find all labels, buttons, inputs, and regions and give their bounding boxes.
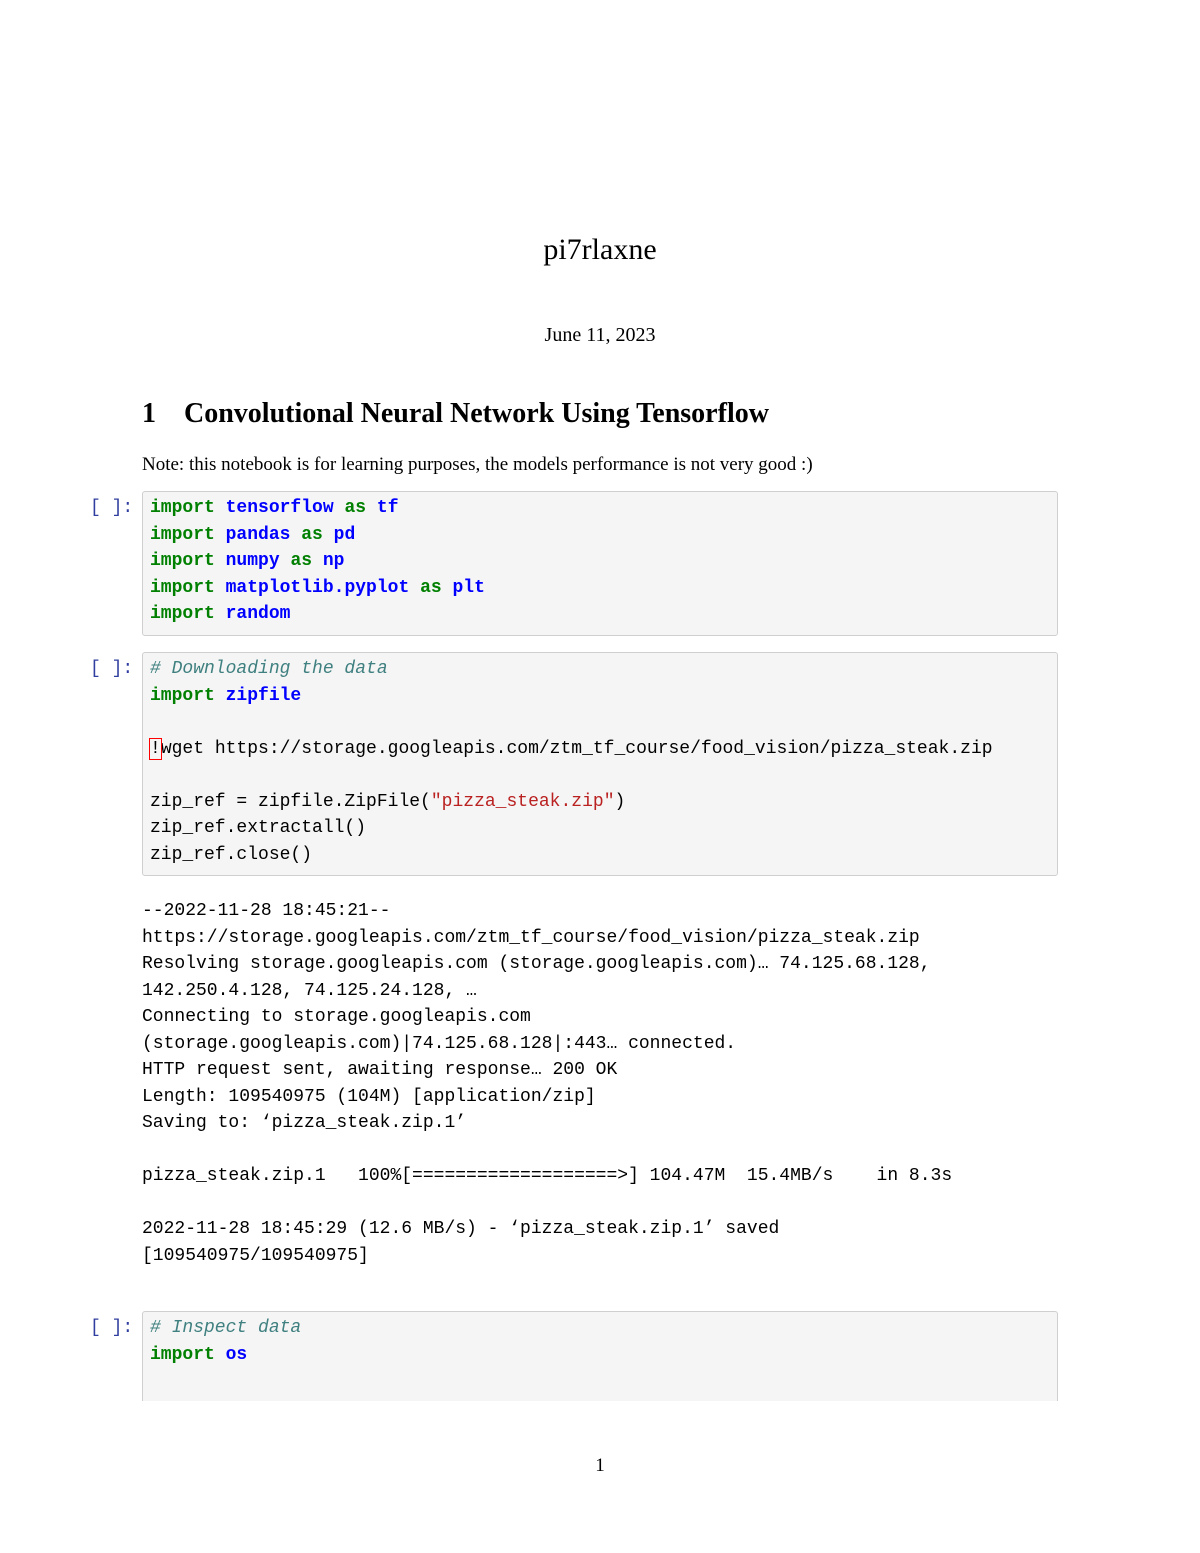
code-token (334, 498, 345, 518)
code-token: as (344, 498, 367, 518)
code-line (150, 498, 399, 518)
code-token: zip_ref = zipfile.ZipFile( (150, 791, 431, 812)
code-token (215, 1345, 226, 1365)
code-cell-2-source[interactable] (150, 656, 1050, 868)
document-title: pi7rlaxne (543, 233, 657, 266)
code-line (150, 604, 290, 624)
code-token: zip_ref.close() (150, 844, 313, 865)
code-token: import (150, 577, 215, 598)
code-cell-3-source[interactable] (150, 1315, 1050, 1368)
code-token: np (322, 551, 345, 571)
code-token: tf (376, 498, 399, 518)
code-cell-1-source[interactable] (150, 495, 1050, 628)
section-title: Convolutional Neural Network Using Tensorflow (184, 398, 769, 429)
page-number: 1 (595, 1455, 605, 1476)
code-token: as (420, 577, 442, 598)
cell-2-prompt: [ ]: (90, 659, 134, 679)
code-token (215, 686, 226, 706)
code-token: import (150, 498, 215, 518)
code-token: zipfile (225, 685, 302, 706)
code-token: as (301, 524, 323, 545)
cell-3-prompt: [ ]: (90, 1318, 134, 1338)
code-token (290, 525, 301, 545)
code-cell-2[interactable] (142, 652, 1058, 876)
code-cell-1[interactable] (142, 491, 1058, 636)
code-line (150, 818, 366, 838)
code-token: as (290, 551, 313, 571)
code-token: wget https://storage.googleapis.com/ztm_tf_course/food_vision/pizza_steak.zip (160, 738, 993, 759)
code-token: "pizza_steak.zip" (430, 791, 615, 812)
code-token (409, 578, 420, 598)
code-token: # Downloading the data (150, 659, 388, 679)
code-token (323, 525, 334, 545)
code-token: pandas (225, 524, 291, 545)
code-line (150, 1345, 247, 1365)
code-token: numpy (225, 551, 280, 571)
code-token: import (150, 685, 215, 706)
code-line (150, 659, 388, 679)
code-cell-3[interactable] (142, 1311, 1058, 1401)
code-line (150, 686, 301, 706)
code-line (150, 739, 993, 759)
code-token (215, 551, 226, 571)
code-token: import (150, 604, 215, 624)
section-heading (142, 396, 769, 432)
code-token: # Inspect data (150, 1318, 302, 1338)
code-token: matplotlib.pyplot (225, 577, 410, 598)
code-token: os (225, 1344, 248, 1365)
code-token: import (150, 1344, 215, 1365)
code-token (312, 551, 323, 571)
code-token: import (150, 551, 215, 571)
code-token: plt (452, 577, 485, 598)
code-token: zip_ref.extractall() (150, 818, 367, 838)
code-token: import (150, 524, 215, 545)
code-token (215, 604, 226, 624)
code-token: tensorflow (225, 498, 334, 518)
code-token: random (225, 604, 291, 624)
section-number: 1 (142, 398, 156, 429)
code-line (150, 845, 312, 865)
code-line (150, 1318, 301, 1338)
cell-1-prompt: [ ]: (90, 498, 134, 518)
section-note: Note: this notebook is for learning purposes, the models performance is not very good :) (142, 454, 813, 475)
code-token: ! (150, 738, 161, 759)
document-date: June 11, 2023 (544, 324, 656, 346)
code-token (442, 578, 453, 598)
code-line (150, 551, 344, 571)
code-token (215, 525, 226, 545)
code-token (215, 498, 226, 518)
code-token (215, 578, 226, 598)
code-token (280, 551, 291, 571)
code-line (150, 525, 355, 545)
code-line (150, 792, 625, 812)
code-token: pd (333, 524, 356, 545)
code-line (150, 578, 485, 598)
cell-2-output: --2022-11-28 18:45:21-- https://storage.googleapis.com/ztm_tf_course/food_vision/pizza_steak.zip Resolving storage.googleapis.com (storage.googleapis.com)… 74.125.68.128, 142.250.4.128, 74.125.24.128, … Connecting to storage.googleapis.com (storage.googleapis.com)|74.125.68.128|:443… connected. HTTP request sent, awaiting response… 200 OK Length: 109540975 (104M) [application/zip] Saving to: ‘pizza_steak.zip.1’ pizza_steak.zip.1 100%[===================>] 104.47M 15.4MB/s in 8.3s 2022-11-28 18:45:29 (12.6 MB/s) - ‘pizza_steak.zip.1’ saved [109540975/109540975] (142, 901, 953, 1266)
code-token (366, 498, 377, 518)
code-token: ) (614, 791, 626, 812)
